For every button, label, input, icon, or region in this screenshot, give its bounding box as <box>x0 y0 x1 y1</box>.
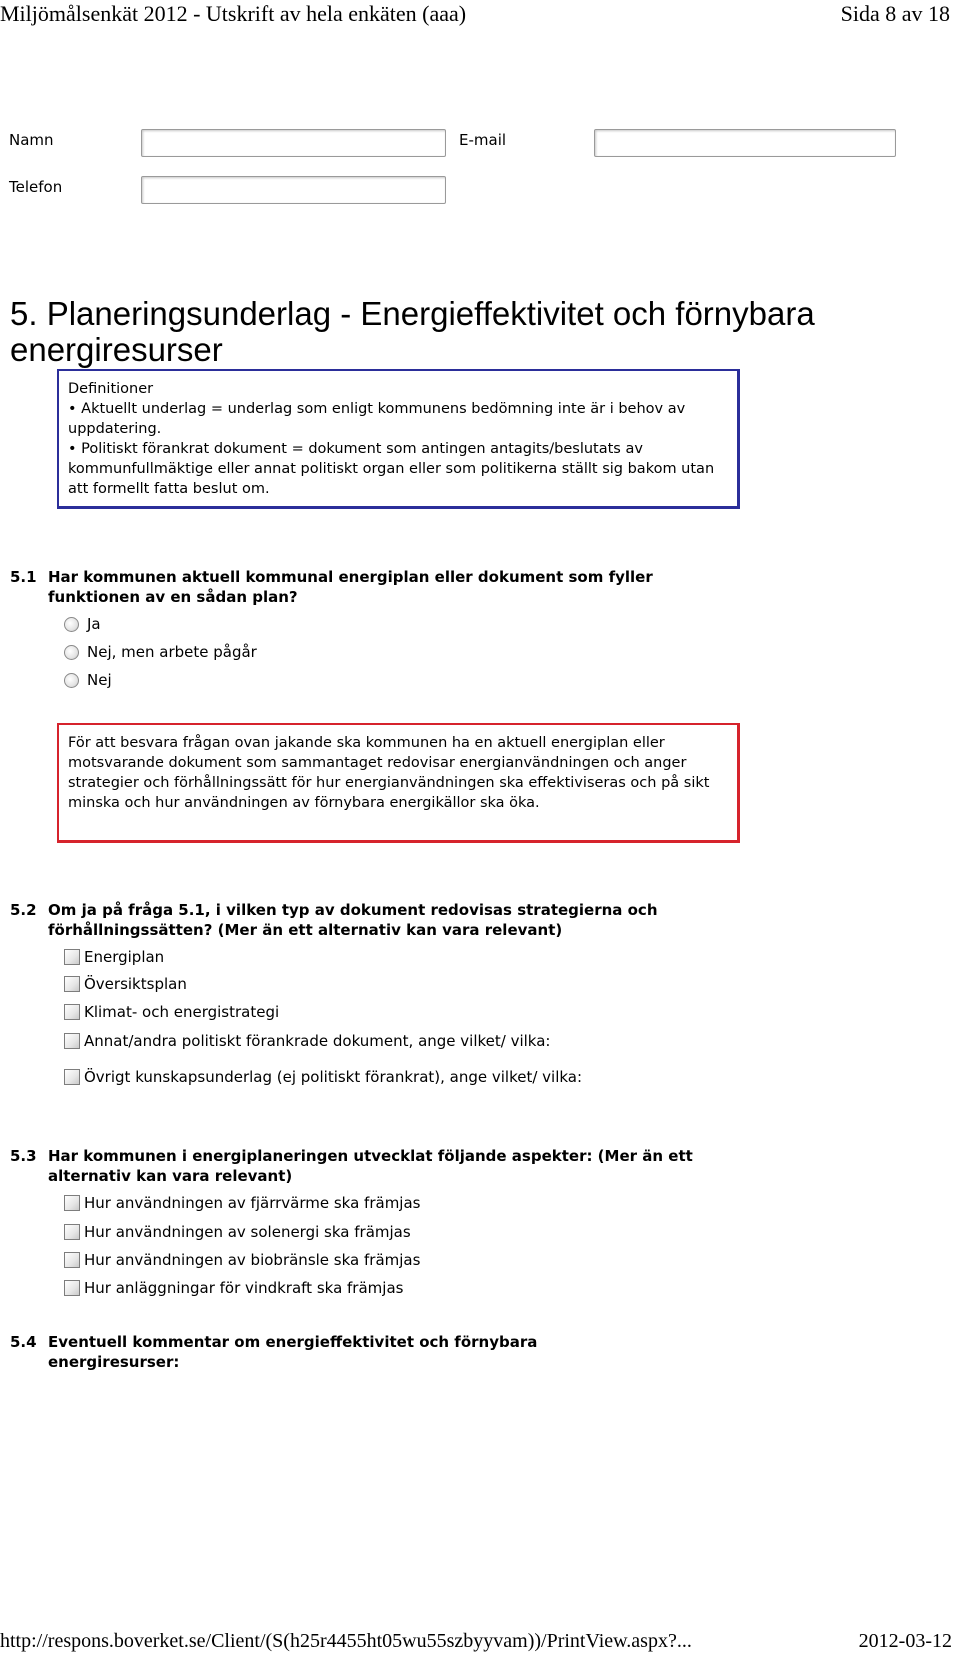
option-label: Nej <box>87 671 112 689</box>
q51-guidance-text: För att besvara frågan ovan jakande ska kommunen ha en aktuell energiplan eller motsvarande dokument som sammantaget redovisar energianvändningen och anger strategier och förhållningssätt för hur energianvändningen ska effektiviseras och på sikt minska och hur användningen av förnybara energikällor ska öka. <box>68 735 710 811</box>
checkbox[interactable] <box>64 1252 80 1268</box>
option-label: Översiktsplan <box>84 975 187 993</box>
definitions-box <box>57 369 740 509</box>
question-5-2 <box>10 900 710 940</box>
print-header-page: Sida 8 av 18 <box>840 1 950 26</box>
checkbox[interactable] <box>64 1033 80 1049</box>
option-label: Hur användningen av biobränsle ska främjas <box>84 1251 421 1269</box>
option-5-1-nej[interactable] <box>64 669 112 691</box>
checkbox[interactable] <box>64 949 80 965</box>
q51-guidance-box <box>57 723 740 843</box>
question-text: Har kommunen i energiplaneringen utvecklat följande aspekter: (Mer än ett alternativ kan vara relevant) <box>48 1147 693 1185</box>
question-number: 5.2 <box>10 901 37 919</box>
option-label: Övrigt kunskapsunderlag (ej politiskt förankrat), ange vilket/ vilka: <box>84 1068 583 1086</box>
question-text: Har kommunen aktuell kommunal energiplan eller dokument som fyller funktionen av en sådan plan? <box>48 568 653 606</box>
option-5-3-vindkraft[interactable] <box>64 1277 403 1299</box>
definition-current-basis: • Aktuellt underlag = underlag som enligt kommunens bedömning inte är i behov av uppdatering. <box>68 401 686 437</box>
question-text: Eventuell kommentar om energieffektivitet och förnybara energiresurser: <box>48 1333 538 1371</box>
question-number: 5.4 <box>10 1333 37 1351</box>
checkbox[interactable] <box>64 1004 80 1020</box>
option-label: Hur användningen av solenergi ska främjas <box>84 1223 411 1241</box>
section-title: 5. Planeringsunderlag - Energieffektivitet och förnybara energiresurser <box>10 295 815 368</box>
checkbox[interactable] <box>64 976 80 992</box>
option-5-1-nej-men-arbete[interactable] <box>64 641 257 663</box>
print-header-title: Miljömålsenkät 2012 - Utskrift av hela enkäten (aaa) <box>0 1 467 26</box>
definition-political-document: • Politiskt förankrat dokument = dokument som antingen antagits/beslutats av kommunfullmäktige eller annat politiskt organ eller som politikerna ställt sig bakom utan att formellt fatta beslut om. <box>68 441 715 497</box>
option-5-3-solenergi[interactable] <box>64 1221 411 1243</box>
email-label: E-mail <box>459 131 507 149</box>
option-5-1-ja[interactable] <box>64 613 101 635</box>
option-5-3-biobransle[interactable] <box>64 1249 420 1271</box>
question-text: Om ja på fråga 5.1, i vilken typ av dokument redovisas strategierna och förhållningssätten? (Mer än ett alternativ kan vara relevant) <box>48 901 658 939</box>
question-5-1 <box>10 567 710 607</box>
print-footer-date: 2012-03-12 <box>858 1630 952 1652</box>
option-label: Energiplan <box>84 948 165 966</box>
option-label: Klimat- och energistrategi <box>84 1003 280 1021</box>
question-number: 5.3 <box>10 1147 37 1165</box>
question-5-3 <box>10 1146 710 1186</box>
option-5-2-oversiktsplan[interactable] <box>64 973 187 995</box>
phone-field[interactable] <box>141 176 446 204</box>
option-label: Annat/andra politiskt förankrade dokument, ange vilket/ vilka: <box>84 1032 551 1050</box>
email-field[interactable] <box>594 129 896 157</box>
option-5-2-energiplan[interactable] <box>64 946 164 968</box>
option-label: Nej, men arbete pågår <box>87 643 257 661</box>
checkbox[interactable] <box>64 1069 80 1085</box>
option-label: Hur användningen av fjärrvärme ska främjas <box>84 1194 421 1212</box>
name-label: Namn <box>9 131 54 149</box>
phone-label: Telefon <box>9 178 63 196</box>
print-footer-url: http://respons.boverket.se/Client/(S(h25r4455ht05wu55szbyyvam))/PrintView.aspx?... <box>0 1630 692 1652</box>
option-label: Ja <box>87 615 101 633</box>
checkbox[interactable] <box>64 1280 80 1296</box>
checkbox[interactable] <box>64 1195 80 1211</box>
question-number: 5.1 <box>10 568 37 586</box>
definitions-heading: Definitioner <box>68 381 154 397</box>
option-5-3-fjarrvarme[interactable] <box>64 1192 420 1214</box>
name-field[interactable] <box>141 129 446 157</box>
option-5-2-ovrigt-kunskapsunderlag[interactable] <box>64 1066 582 1088</box>
option-label: Hur anläggningar för vindkraft ska främjas <box>84 1279 404 1297</box>
checkbox[interactable] <box>64 1224 80 1240</box>
radio-button[interactable] <box>64 617 79 632</box>
radio-button[interactable] <box>64 673 79 688</box>
option-5-2-annat-politiskt[interactable] <box>64 1030 550 1052</box>
radio-button[interactable] <box>64 645 79 660</box>
question-5-4 <box>10 1332 630 1372</box>
option-5-2-klimat-energistrategi[interactable] <box>64 1001 279 1023</box>
